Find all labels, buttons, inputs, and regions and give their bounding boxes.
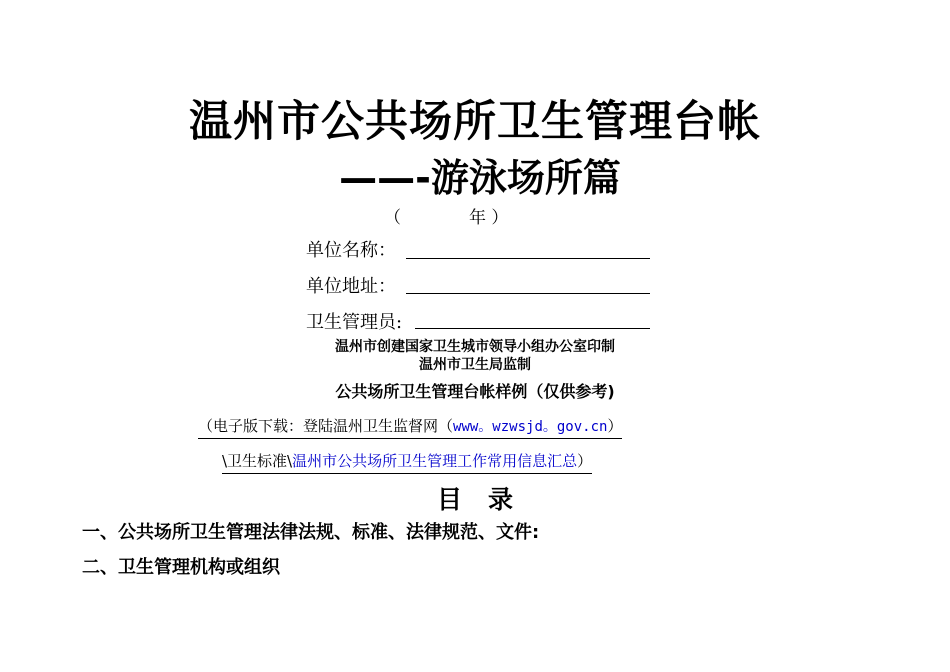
year-label: 年 ） [469,208,509,228]
path-prefix: \卫生标准\ [222,452,293,470]
year-open-paren: （ [384,208,401,228]
supervised-by-text: 温州市卫生局监制 [419,357,531,373]
document-subtitle: ——-游泳场所篇 [339,156,621,200]
download-line [198,415,622,439]
health-manager-blank [415,327,650,329]
health-manager-label: 卫生管理员: [306,312,403,333]
download-prefix: （电子版下载：登陆温州卫生监督网（ [198,417,454,435]
document-title: 温州市公共场所卫生管理台帐 [189,97,761,147]
path-suffix: ） [577,452,593,470]
year-line [384,203,508,228]
toc-item: 二、卫生管理机构或组织 [82,557,280,578]
unit-address-label: 单位地址： [306,276,396,297]
download-suffix: ） [607,417,623,435]
resource-path-line [222,450,592,474]
printed-by-text: 温州市创建国家卫生城市领导小组办公室印制 [335,339,615,355]
unit-name-blank [406,257,650,259]
unit-address-blank [406,292,650,294]
info-summary-link[interactable]: 温州市公共场所卫生管理工作常用信息汇总 [292,452,578,470]
unit-name-label: 单位名称： [306,240,396,261]
toc-heading: 目录 [436,485,539,514]
download-url-link[interactable]: www。wzwsjd。gov.cn [453,419,608,435]
toc-item: 一、公共场所卫生管理法律法规、标准、法律规范、文件: [82,522,540,543]
sample-notice: 公共场所卫生管理台帐样例（仅供参考) [335,382,615,401]
